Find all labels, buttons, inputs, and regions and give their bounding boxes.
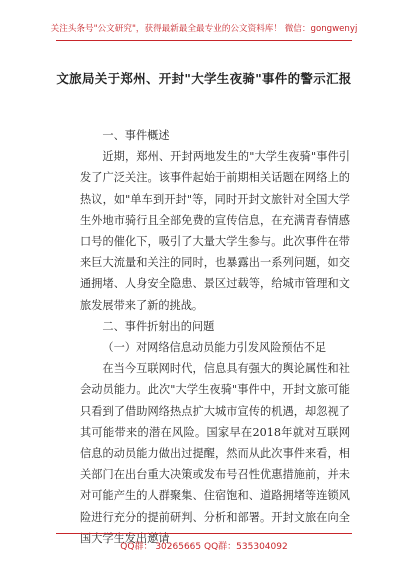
- footer-note: QQ群： 30265665 QQ群：535304092: [120, 542, 288, 552]
- section-1-heading: 一、事件概述: [102, 129, 170, 142]
- section-2-subheading-1: （一）对网络信息动员能力引发风险预估不足: [102, 341, 327, 355]
- section-2-heading: 二、事件折射出的问题: [102, 319, 215, 333]
- section-2-paragraph-1: 在当今互联网时代，信息具有强大的舆论属性和社会动员能力。此次"大学生夜骑"事件中，开封文旅可能只看到了借助网络热点扩大城市宣传的机遇，却忽视了其可能带来的潜在风险。国家早在2018年就对互联网信息的动员能力做出过提醒，然而从此次事件来看，相关部门在出台重大决策或发布号召性优惠措施前，并未对可能产生的人群聚集、住宿饱和、道路拥堵等连锁风险进行充分的提前研判、分析和部署。开封文旅在向全国大学生发出邀请: [80, 362, 350, 545]
- header-divider: [56, 40, 352, 41]
- section-1-paragraph: 近期，郑州、开封两地发生的"大学生夜骑"事件引发了广泛关注。该事件起始于前期相关话题在网络上的热议，如"单车到开封"等，同时开封文旅针对全国大学生外地市骑行且全部免费的宣传信息，在充满青春情感口号的催化下，吸引了大量大学生参与。此次事件在带来巨大流量和关注的同时，也暴露出一系列问题，如交通拥堵、人身安全隐患、景区过载等，给城市管理和文旅发展带来了新的挑战。: [80, 150, 350, 312]
- document-body: [80, 125, 350, 549]
- footer-divider: [56, 533, 352, 534]
- header-note: 关注头条号"公文研究"，获得最新最全最专业的公文资料库！ 微信：gongwenyj: [50, 24, 358, 34]
- document-title: 文旅局关于郑州、开封"大学生夜骑"事件的警示汇报: [56, 71, 352, 86]
